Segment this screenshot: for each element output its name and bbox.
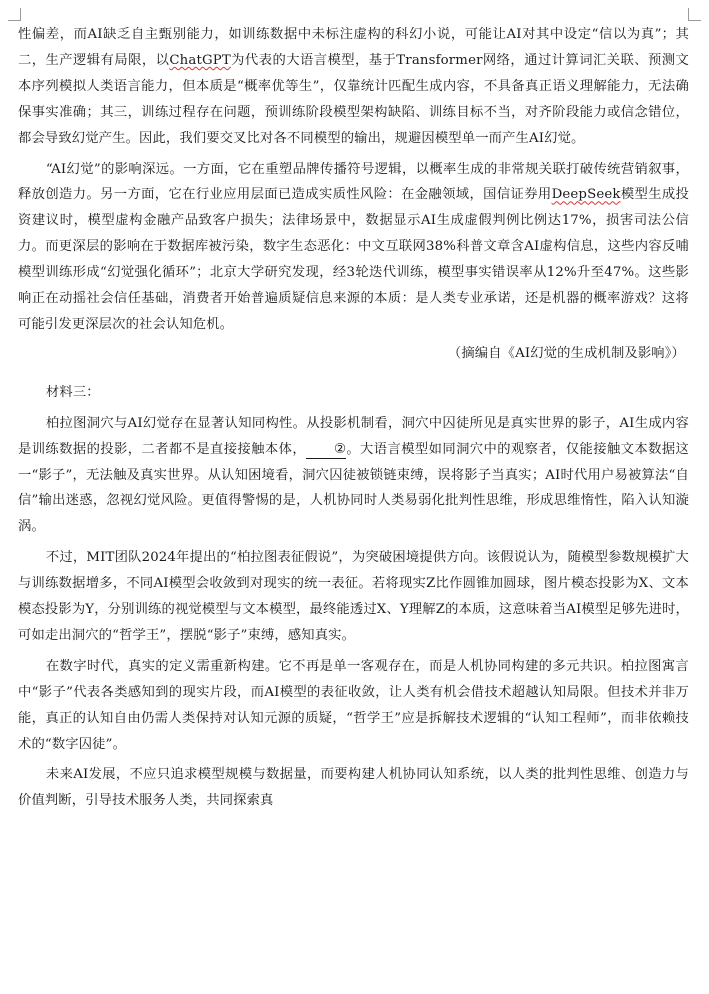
paragraph-ai-hallucination-impact: “AI幻觉”的影响深远。一方面，它在重塑品牌传播符号逻辑，以概率生成的非常规关联打破传统营销叙事，释放创造力。另一方面，它在行业应用层面已造成实质性风险：在金融领域，国信证券用DeepSeek模型生成投资建议时，模型虚构金融产品致客户损失；法律场景中，数据显示AI生成虚假判例比例达17%，损害司法公信力。而更深层的影响在于数据库被污染，数字生态恶化：中文互联网38%科普文章含AI虚构信息，这些内容反哺模型训练形成“幻觉强化循环”；北京大学研究发现，经3轮迭代训练，模型事实错误率从12%升至47%。这些影响正在动摇社会信任基础，消费者开始普遍质疑信息来源的本质：是人类专业承诺，还是机器的概率游戏？这将可能引发更深层次的社会认知危机。 <box>18 161 689 332</box>
source-citation: （摘编自《AI幻觉的生成机制及影响》） <box>447 345 685 361</box>
text-fade-overlay <box>330 948 370 964</box>
paragraph-platonic-representation: 不过，MIT团队2024年提出的“柏拉图表征假说”，为突破困境提供方向。该假说认为，随模型参数规模扩大与训练数据增多，不同AI模型会收敛到对现实的统一表征。若将现实Z比作圆锥加圆球，图片模态投影为X、文本模态投影为Y，分别训练的视觉模型与文本模型，最终能透过X、Y理解Z的本质，这意味着当AI模型足够先进时，可如走出洞穴的“哲学王”，摆脱“影子”束缚，感知真实。 <box>18 550 689 643</box>
spellcheck-word-chatgpt: ChatGPT <box>169 52 231 68</box>
section-title-material-three: 材料三： <box>45 384 100 400</box>
paragraph-future-ai: 未来AI发展，不应只追求模型规模与数据量，而要构建人机协同认知系统，以人类的批判性思维、创造力与价值判断，引导技术服务人类，共同探索真 <box>18 767 689 809</box>
fill-blank-2: ② <box>306 442 346 459</box>
paragraph-ai-hallucination-causes: 性偏差，而AI缺乏自主甄别能力，如训练数据中未标注虚构的科幻小说，可能让AI对其中设定“信以为真”；其二，生产逻辑有局限，以ChatGPT为代表的大语言模型，基于Transformer网络，通过计算词汇关联、预测文本序列模拟人类语言能力，但本质是“概率优等生”，仅靠统计匹配生成内容，不具备真正语义理解能力，无法确保事实准确；其三，训练过程存在问题，预训练阶段模型架构缺陷、训练目标不当，对齐阶段能力或信念错位，都会导致幻觉产生。因此，我们要交叉比对各不同模型的输出，规避因模型单一而产生AI幻觉。 <box>18 27 689 146</box>
crop-mark-top-left <box>8 8 21 21</box>
document-body <box>18 22 689 814</box>
paragraph-digital-reality: 在数字时代，真实的定义需重新构建。它不再是单一客观存在，而是人机协同构建的多元共识。柏拉图寓言中“影子”代表各类感知到的现实片段，而AI模型的表征收敛，让人类有机会借技术超越认知局限。但技术并非万能，真正的认知自由仍需人类保持对认知元源的质疑，“哲学王”应是拆解技术逻辑的“认知工程师”，而非依赖技术的“数字囚徒”。 <box>18 658 689 752</box>
crop-mark-top-right <box>688 8 701 21</box>
paragraph-plato-cave: 柏拉图洞穴与AI幻觉存在显著认知同构性。从投影机制看，洞穴中囚徒所见是真实世界的影子，AI生成内容是训练数据的投影，二者都不是直接接触本体， ②。大语言模型如同洞穴中的观察者，仅能接触文本数据这一“影子”，无法触及真实世界。从认知困境看，洞穴囚徒被锁链束缚，误将影子当真实；AI时代用户易被算法“自信”输出迷惑，忽视幻觉风险。更值得警惕的是，人机协同时人类易弱化批判性思维，形成思维惰性，陷入认知漩涡。 <box>18 415 689 535</box>
spellcheck-word-deepseek: DeepSeek <box>551 187 621 203</box>
